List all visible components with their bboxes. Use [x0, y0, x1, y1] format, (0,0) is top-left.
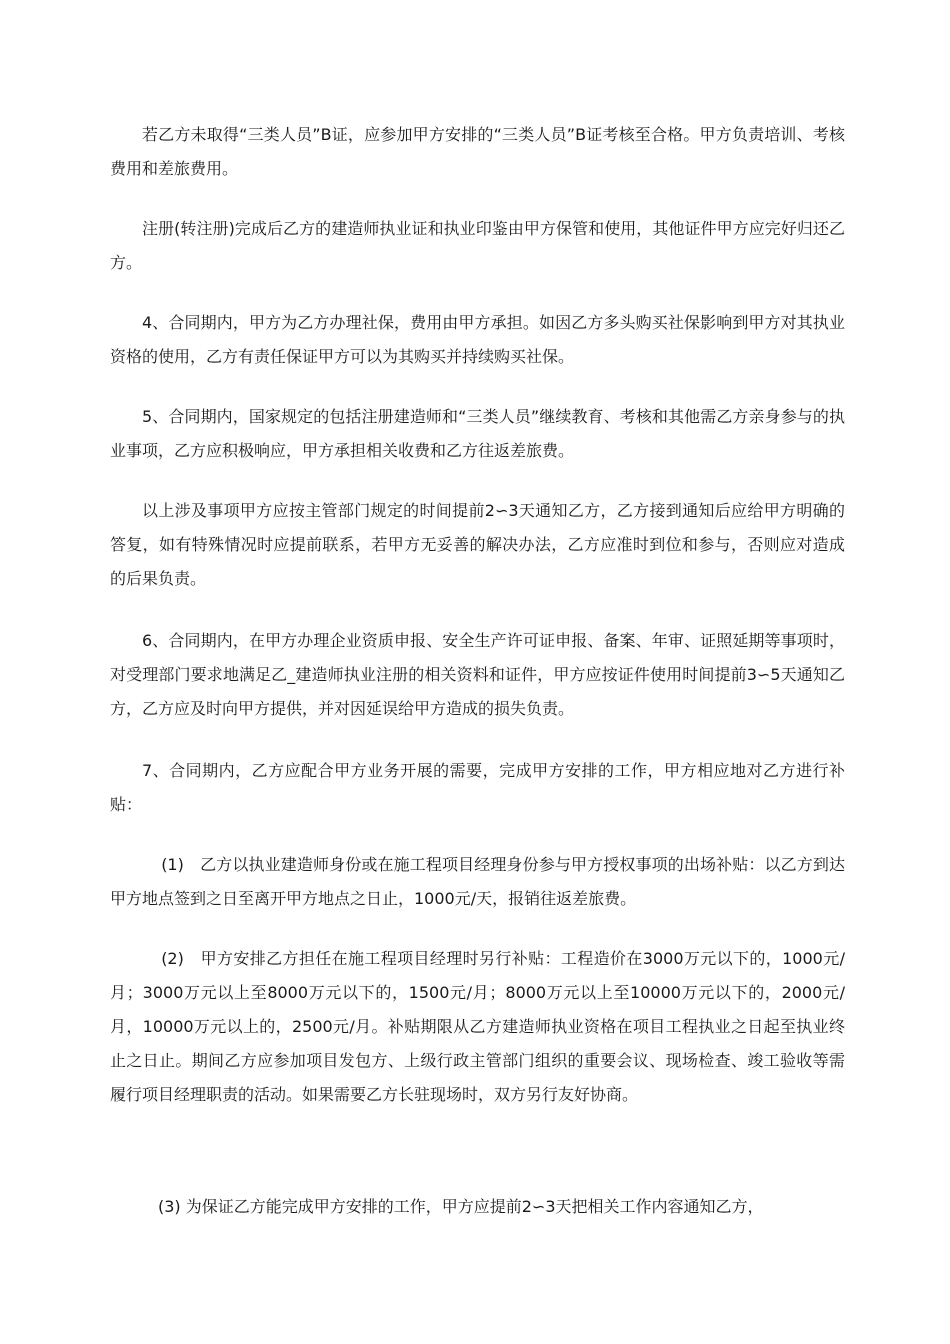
paragraph-subclause-2: (2) 甲方安排乙方担任在施工程项目经理时另行补贴：工程造价在3000万元以下的，1000元/月；3000万元以上至8000万元以下的，1500元/月；8000万元以上至10000万元以下的，2000元/月，10000万元以上的，2500元/月。补贴期限从乙方建造师执业资格在项目工程执业之日起至执业终止之日止。期间乙方应参加项目发包方、上级行政主管部门组织的重要会议、现场检查、竣工验收等需履行项目经理职责的活动。如果需要乙方长驻现场时，双方另行友好协商。 — [110, 949, 845, 1104]
paragraph-clause-6: 6、合同期内，在甲方办理企业资质申报、安全生产许可证申报、备案、年审、证照延期等事项时，对受理部门要求地满足乙_建造师执业注册的相关资料和证件，甲方应按证件使用时间提前3∽5天通知乙方，乙方应及时向甲方提供，并对因延误给甲方造成的损失负责。 — [110, 631, 845, 718]
paragraph-notice: 以上涉及事项甲方应按主管部门规定的时间提前2∽3天通知乙方，乙方接到通知后应给甲方明确的答复，如有特殊情况时应提前联系，若甲方无妥善的解决办法，乙方应准时到位和参与，否则应对造成的后果负责。 — [110, 501, 845, 588]
paragraph-b-certificate: 若乙方未取得“三类人员”B证，应参加甲方安排的“三类人员”B证考核至合格。甲方负责培训、考核费用和差旅费用。 — [110, 125, 845, 178]
paragraph-clause-4: 4、合同期内，甲方为乙方办理社保，费用由甲方承担。如因乙方多头购买社保影响到甲方对其执业资格的使用，乙方有责任保证甲方可以为其购买并持续购买社保。 — [110, 313, 845, 366]
paragraph-clause-5: 5、合同期内，国家规定的包括注册建造师和“三类人员”继续教育、考核和其他需乙方亲身参与的执业事项，乙方应积极响应，甲方承担相关收费和乙方往返差旅费。 — [110, 407, 845, 460]
paragraph-subclause-1: (1) 乙方以执业建造师身份或在施工程项目经理身份参与甲方授权事项的出场补贴：以乙方到达甲方地点签到之日至离开甲方地点之日止，1000元/天，报销往返差旅费。 — [110, 855, 845, 908]
paragraph-subclause-3: (3) 为保证乙方能完成甲方安排的工作，甲方应提前2∽3天把相关工作内容通知乙方， — [158, 1197, 764, 1216]
paragraph-registration: 注册(转注册)完成后乙方的建造师执业证和执业印鉴由甲方保管和使用，其他证件甲方应完好归还乙方。 — [110, 219, 845, 272]
paragraph-clause-7: 7、合同期内，乙方应配合甲方业务开展的需要，完成甲方安排的工作，甲方相应地对乙方进行补贴： — [110, 761, 845, 814]
